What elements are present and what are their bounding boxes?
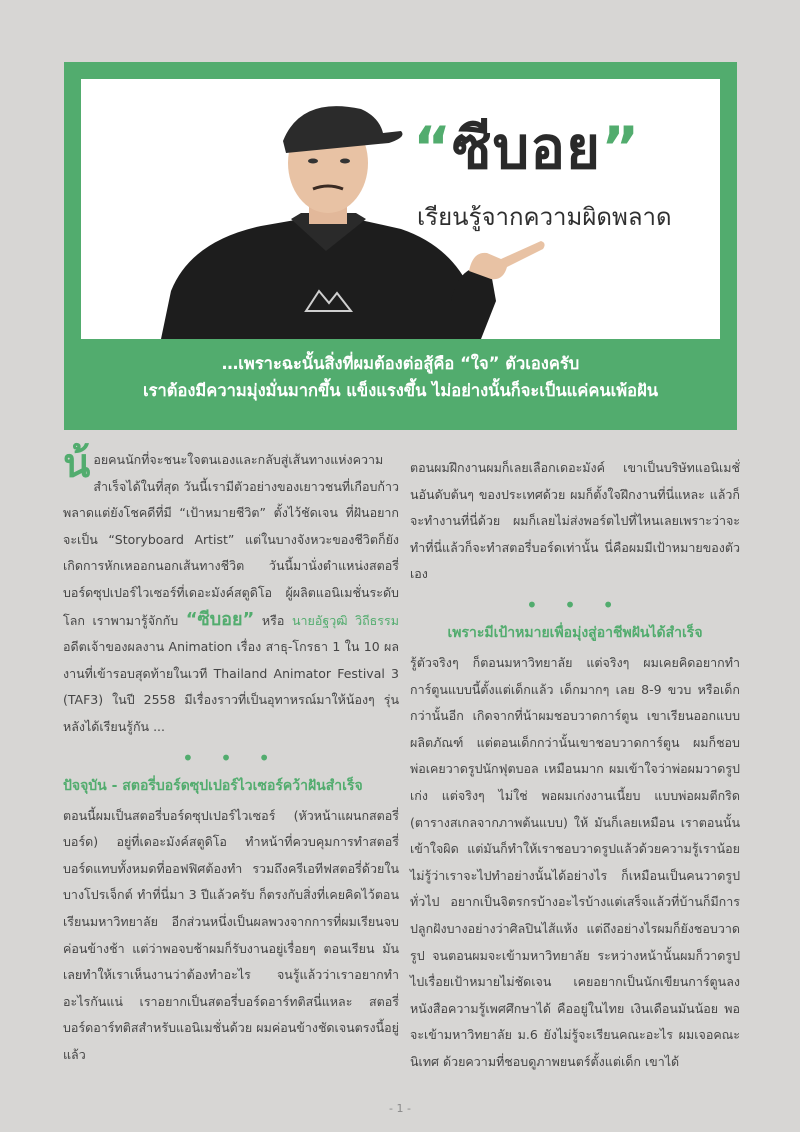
section-divider-dots-right: • • •	[525, 592, 625, 617]
section-heading-present: ปัจจุบัน - สตอรี่บอร์ดซุปเปอร์ไวเซอร์คว้าฝันสำเร็จ	[63, 777, 363, 794]
intro-text-a: อยคนนักที่จะชนะใจตนเองและกลับสู่เส้นทางแห่งความสำเร็จได้ในที่สุด วันนี้เรามีตัวอย่างของเยาวชนที่เกือบก้าวพลาดแต่ยังโชคดีที่มี “เป้าหมายชีวิต” ตั้งไว้ชัดเจน ที่ฝันอยากจะเป็น “Storyboard Artist” แต่ในบางจังหวะของชีวิตก็ยังเกิดการหักเหออกนอกเส้นทางชีวิต วันนี้มานั่งตำแหน่งสตอรี่บอร์ดซุปเปอร์ไวเซอร์ที่เดอะมังค์สตูดิโอ ผู้ผลิตแอนิเมชั่นระดับโลก เราพามารู้จักกับ	[63, 452, 399, 628]
drop-cap: น้	[63, 441, 91, 487]
full-name-highlight: นายอัฐวุฒิ วิถีธรรม	[291, 612, 399, 628]
intro-text-c: อดีตเจ้าของผลงาน Animation เรื่อง สาธุ-โกรธา 1 ใน 10 ผลงานที่เข้ารอบสุดท้ายในเวที Thailand Animator Festival 3 (TAF3) ในปี 2558 มีเรื่องราวที่เป็นอุทาหรณ์มาให้น้องๆ รุ่นหลังได้เรียนรู้กัน ...	[63, 639, 399, 734]
pull-quote-line-2: เราต้องมีความมุ่งมั่นมากขึ้น แข็งแรงขึ้น ไม่อย่างนั้นก็จะเป็นแค่คนเพ้อฝัน	[142, 381, 659, 400]
intro-text-b: หรือ	[254, 612, 292, 628]
page-number: - 1 -	[389, 1102, 411, 1115]
present-paragraph: ตอนนี้ผมเป็นสตอรี่บอร์ดซุปเปอร์ไวเซอร์ (หัวหน้าแผนกสตอรี่บอร์ด) อยู่ที่เดอะมังค์สตูดิโอ ทำหน้าที่ควบคุมการทำสตอรี่บอร์ดแทบทั้งหมดที่ออฟฟิศต้องทำ รวมถึงครีเอทีฟสตอรี่ด้วยในบางโปรเจ็กต์ ทำที่นี่มา 3 ปีแล้วครับ ก็ตรงกับสิ่งที่เคยคิดไว้ตอนเรียนมหาวิทยาลัย อีกส่วนหนึ่งเป็นผลพวงจากการที่ผมเรียนจบค่อนข้างช้า แต่ว่าพอจบช้าผมก็รับงานอยู่เรื่อยๆ ตอนเรียน มันเลยทำให้เราเห็นงานว่าต้องทำอะไร จนรู้แล้วว่าเราอยากทำอะไรกันแน่ เราอยากเป็นสตอรี่บอร์ดอาร์ทติสนี่แหละ สตอรี่บอร์ดอาร์ทติสสำหรับแอนิเมชั่นด้วย ผมค่อนข้างชัดเจนตรงนี้อยู่แล้ว	[63, 807, 399, 1062]
feature-subtitle: เรียนรู้จากความผิดพลาด	[417, 203, 672, 231]
childhood-paragraph: รู้ตัวจริงๆ ก็ตอนมหาวิทยาลัย แต่จริงๆ ผมเคยคิดอยากทำการ์ตูนแบบนี้ตั้งแต่เด็กแล้ว เด็กมากๆ เลย 8-9 ขวบ หรือเด็กกว่านั้นอีก เกิดจากที่น้าผมชอบวาดการ์ตูน เขาเรียนออกแบบผลิตภัณฑ์ แต่ตอนเด็กกว่านั้นเขาชอบวาดการ์ตูน ผมก็ชอบ พ่อเคยวาดรูปนักฟุตบอล เหมือนมาก ผมเข้าใจว่าพ่อผมวาดรูปเก่ง แต่จริงๆ ไม่ใช่ พอผมเก่งงานเนี้ยบ แบบพ่อผมตีกริด (ตารางสเกลจากภาพต้นแบบ) ให้ มันก็เลยเหมือน เราตอนนั้นเข้าใจผิด แต่มันก็ทำให้เราชอบวาดรูปแล้วด้วยความรู้เราน้อย ไม่รู้ว่าเราจะไปทำอย่างนั้นได้อย่างไร ก็เหมือนเป็นคนวาดรูปทั่วไป อยากเป็นจิตรกรบ้างอะไรบ้างแต่เสร็จแล้วที่บ้านก็มีการปลูกฝังบางอย่างว่าศิลปินไส้แห้ง แต่ถึงอย่างไรผมก็ยังชอบวาดรูป จนตอนผมจะเข้ามหาวิทยาลัย ระหว่างหน้านั้นผมก็วาดรูปไปเรื่อยเป้าหมายไม่ชัดเจน เคยอยากเป็นนักเขียนการ์ตูนลงหนังสือความรู้เพศศึกษาได้ คืออยู่ในไทย เงินเดือนมันน้อย พอจะเข้ามหาวิทยาลัย ม.6 ยังไม่รู้จะเรียนคณะอะไร ผมเจอคณะนิเทศ ด้วยความที่ชอบดูภาพยนตร์ตั้งแต่เด็ก เขาได้	[410, 654, 740, 1069]
title-close-quote: ”	[601, 114, 641, 182]
title-open-quote: “	[413, 114, 453, 182]
right-column	[410, 455, 740, 1075]
section-heading-goal: เพราะมีเป้าหมายเพื่อมุ่งสู่อาชีพฝันได้สำเร็จ	[447, 624, 703, 641]
intro-paragraph	[63, 441, 399, 741]
section-divider-dots: • • •	[181, 745, 281, 770]
internship-paragraph: ตอนผมฝึกงานผมก็เลยเลือกเดอะมังค์ เขาเป็นบริษัทแอนิเมชั่นอันดับต้นๆ ของประเทศด้วย ผมก็ตั้งใจฝึกงานที่นี่แหละ แล้วก็จะทำงานที่นี่ด้วย ผมก็เลยไม่ส่งพอร์ตไปที่ไหนเลยเพราะว่าจะทำที่นี่แล้วก็จะทำสตอรี่บอร์ดเท่านั้น นี่คือผมมีเป้าหมายของตัวเอง	[410, 460, 740, 582]
nickname-highlight: “ซีบอย”	[185, 608, 255, 630]
pull-quote-line-1: …เพราะฉะนั้นสิ่งที่ผมต้องต่อสู้คือ “ใจ” ตัวเองครับ	[221, 354, 580, 373]
hero-banner	[64, 62, 737, 430]
left-column	[63, 441, 399, 1068]
feature-title	[413, 114, 713, 182]
hero-photo-panel	[81, 79, 720, 339]
title-text: ซีบอย	[452, 114, 602, 182]
pull-quote	[81, 350, 720, 404]
